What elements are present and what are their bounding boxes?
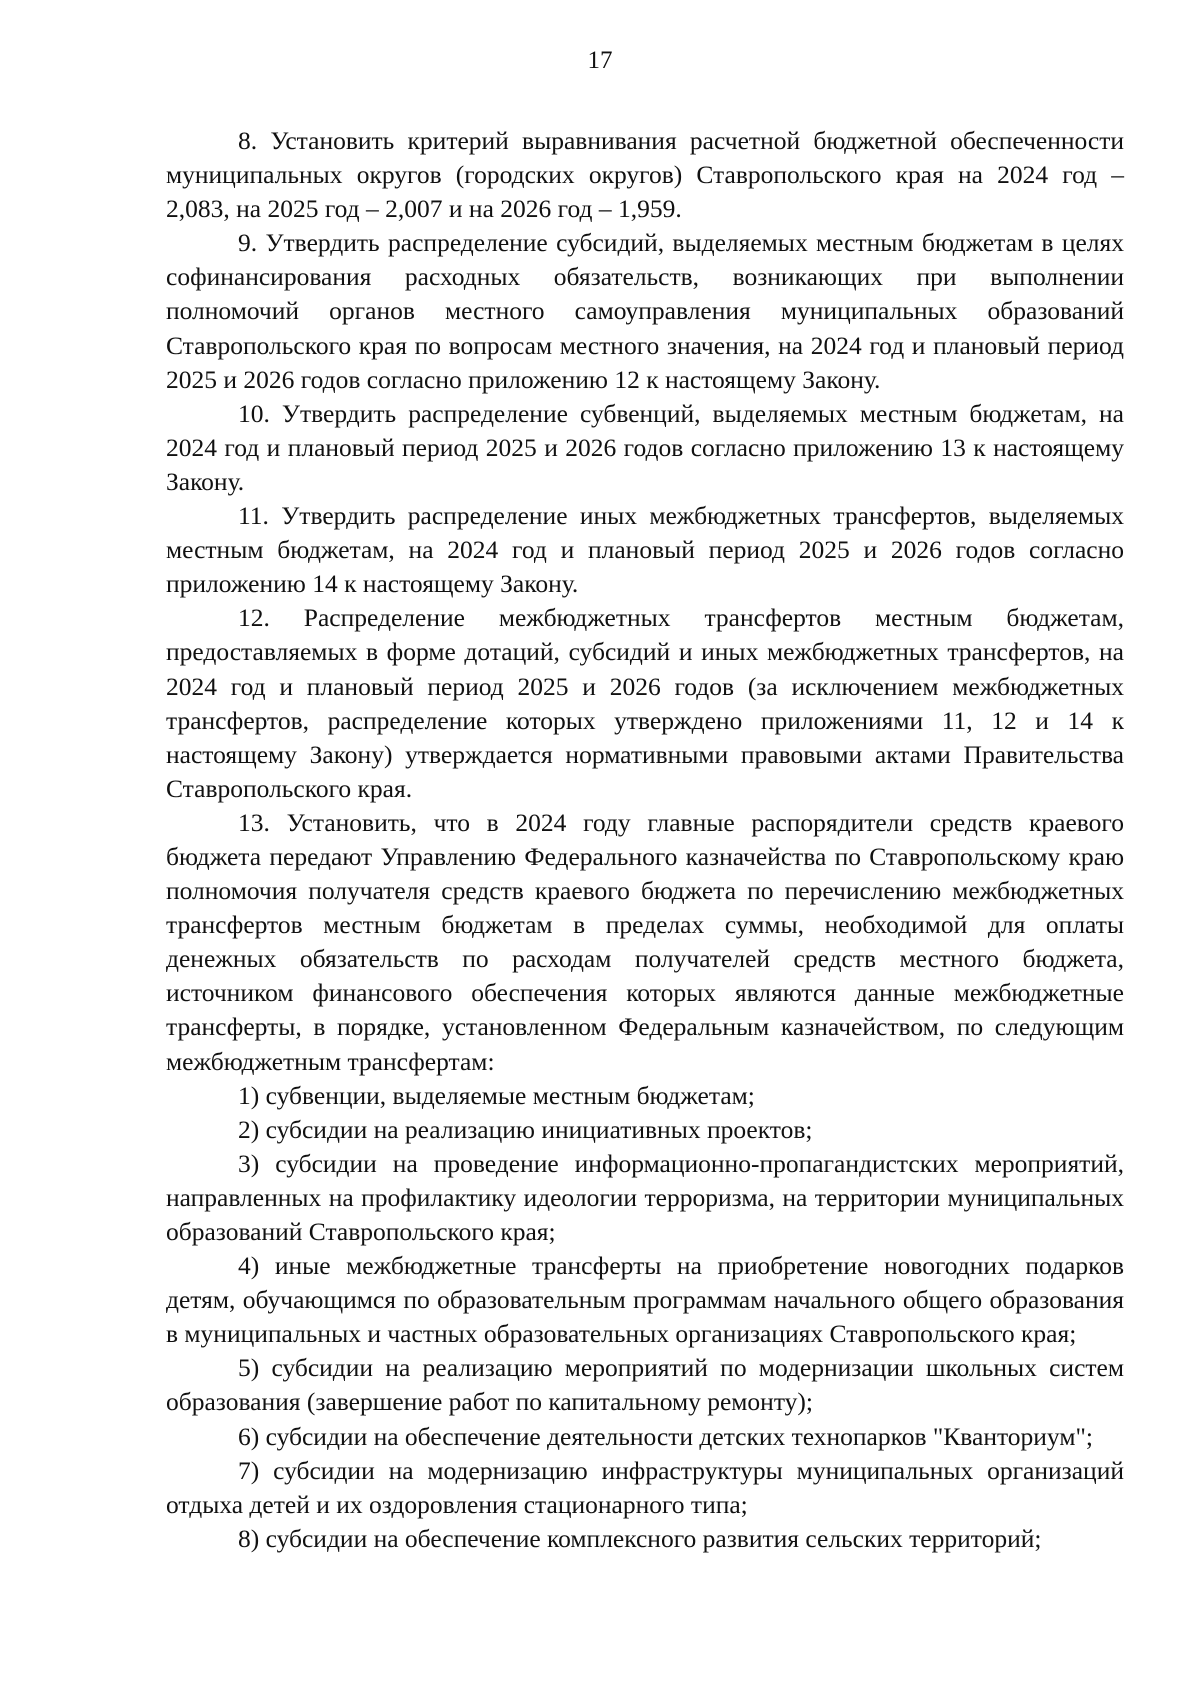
list-item-1: 1) субвенции, выделяемые местным бюджетам;	[238, 1080, 755, 1110]
paragraph-12: 12. Распределение межбюджетных трансфертов местным бюджетам, предоставляемых в форме дотаций, субсидий и иных межбюджетных трансфертов, на 2024 год и плановый период 2025 и 2026 годов (за исключением межбюджетных трансфертов, распределение которых утверждено приложениями 11, 12 и 14 к настоящему Закону) утверждается нормативными правовыми актами Правительства Ставропольского края.	[166, 603, 1124, 803]
paragraph-11: 11. Утвердить распределение иных межбюджетных трансфертов, выделяемых местным бюджетам, на 2024 год и плановый период 2025 и 2026 годов согласно приложению 14 к настоящему Закону.	[166, 501, 1124, 599]
list-item-4: 4) иные межбюджетные трансферты на приобретение новогодних подарков детям, обучающимся по образовательным программам начального общего образования в муниципальных и частных образовательных организациях Ставропольского края;	[166, 1251, 1124, 1349]
list-item-7: 7) субсидии на модернизацию инфраструктуры муниципальных организаций отдыха детей и их оздоровления стационарного типа;	[166, 1455, 1124, 1519]
paragraph-10: 10. Утвердить распределение субвенций, выделяемых местным бюджетам, на 2024 год и плановый период 2025 и 2026 годов согласно приложению 13 к настоящему Закону.	[166, 398, 1124, 496]
list-item-5: 5) субсидии на реализацию мероприятий по модернизации школьных систем образования (завершение работ по капитальному ремонту);	[166, 1353, 1124, 1417]
paragraph-9: 9. Утвердить распределение субсидий, выделяемых местным бюджетам в целях софинансирования расходных обязательств, возникающих при выполнении полномочий органов местного самоуправления муниципальных образований Ставропольского края по вопросам местного значения, на 2024 год и плановый период 2025 и 2026 годов согласно приложению 12 к настоящему Закону.	[166, 228, 1124, 394]
document-body	[166, 124, 1124, 1556]
page-number: 17	[587, 47, 613, 74]
list-item-3: 3) субсидии на проведение информационно-пропагандистских мероприятий, направленных на профилактику идеологии терроризма, на территории муниципальных образований Ставропольского края;	[166, 1148, 1124, 1246]
paragraph-8: 8. Установить критерий выравнивания расчетной бюджетной обеспеченности муниципальных округов (городских округов) Ставропольского края на 2024 год – 2,083, на 2025 год – 2,007 и на 2026 год – 1,959.	[166, 126, 1124, 224]
list-item-8: 8) субсидии на обеспечение комплексного развития сельских территорий;	[238, 1523, 1042, 1553]
paragraph-13: 13. Установить, что в 2024 году главные распорядители средств краевого бюджета передают Управлению Федерального казначейства по Ставропольскому краю полномочия получателя средств краевого бюджета по перечислению межбюджетных трансфертов местным бюджетам в пределах суммы, необходимой для оплаты денежных обязательств по расходам получателей средств местного бюджета, источником финансового обеспечения которых являются данные межбюджетные трансферты, в порядке, установленном Федеральным казначейством, по следующим межбюджетным трансфертам:	[166, 807, 1124, 1076]
list-item-2: 2) субсидии на реализацию инициативных проектов;	[238, 1114, 813, 1144]
list-item-6: 6) субсидии на обеспечение деятельности детских технопарков "Кванториум";	[238, 1421, 1093, 1451]
